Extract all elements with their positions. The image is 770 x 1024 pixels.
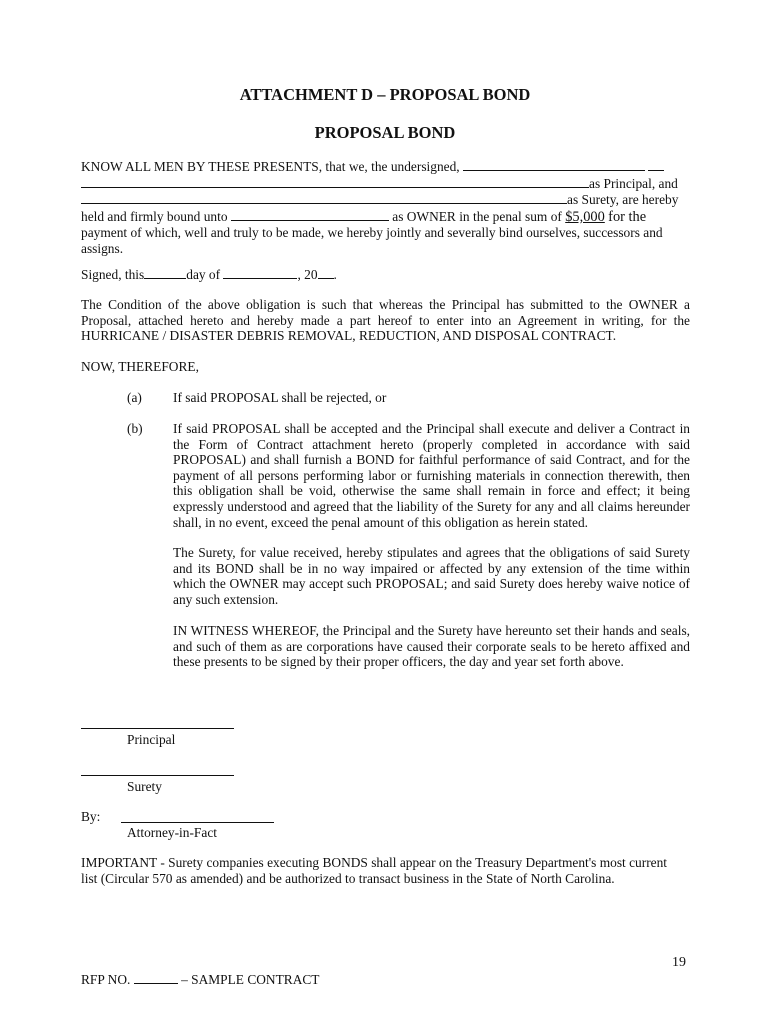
intro-line-2: as Principal, and bbox=[81, 175, 690, 192]
intro-line-4: held and firmly bound unto as OWNER in the penal sum of $5,000 for the bbox=[81, 208, 647, 225]
intro-line-3: as Surety, are hereby bbox=[81, 191, 690, 208]
item-a-text: If said PROPOSAL shall be rejected, or bbox=[173, 390, 387, 405]
surety-signature-line[interactable] bbox=[81, 775, 234, 776]
year-blank[interactable] bbox=[318, 266, 334, 279]
page-number: 19 bbox=[672, 955, 686, 970]
by-label: By: bbox=[81, 809, 101, 824]
condition-paragraph: The Condition of the above obligation is such that whereas the Principal has submitted to the OWNER a Proposal, attached hereto and hereby made a part hereof to enter into an Agreement in writing, for the HURRICANE / DISASTER DEBRIS REMOVAL, REDUCTION, AND DISPOSAL CONTRACT. bbox=[81, 297, 690, 344]
attorney-label: Attorney-in-Fact bbox=[127, 825, 217, 840]
day-blank[interactable] bbox=[144, 266, 186, 279]
principal-signature-line[interactable] bbox=[81, 728, 234, 729]
now-therefore: NOW, THEREFORE, bbox=[81, 359, 199, 374]
owner-blank[interactable] bbox=[231, 208, 389, 221]
surety-paragraph: The Surety, for value received, hereby stipulates and agrees that the obligations of said Surety and its BOND shall be in no way impaired or affected by any extension of the time within which the OWNER may accept such PROPOSAL; and said Surety does hereby waive notice of any such extension. bbox=[173, 545, 690, 607]
principal-label: Principal bbox=[127, 732, 176, 747]
attorney-signature-line[interactable] bbox=[121, 822, 274, 823]
intro-line-6: assigns. bbox=[81, 240, 124, 256]
month-blank[interactable] bbox=[223, 266, 297, 279]
rfp-footer: RFP NO. – SAMPLE CONTRACT bbox=[81, 972, 320, 987]
signed-line: Signed, this day of , 20 . bbox=[81, 267, 337, 282]
item-a-marker: (a) bbox=[127, 390, 142, 405]
undersigned-blank[interactable] bbox=[463, 158, 645, 171]
rfp-number-blank[interactable] bbox=[134, 971, 178, 984]
penal-sum: $5,000 bbox=[565, 208, 605, 225]
intro-line-1: KNOW ALL MEN BY THESE PRESENTS, that we, the undersigned, bbox=[81, 158, 690, 175]
item-b-marker: (b) bbox=[127, 421, 143, 436]
item-b-text: If said PROPOSAL shall be accepted and the Principal shall execute and deliver a Contract in the Form of Contract attachment hereto (properly completed in accordance with said PROPOSAL) and shall furnish a BOND for faithful performance of said Contract, and for the payment of all persons performing labor or furnishing materials in connection therewith, then this obligation shall be void, otherwise the same shall remain in force and effect; it being expressly understood and agreed that the liability of the Surety for any and all claims hereunder shall, in no event, exceed the penal amount of this obligation as herein stated. bbox=[173, 421, 690, 530]
attachment-title: ATTACHMENT D – PROPOSAL BOND bbox=[239, 85, 531, 104]
principal-blank[interactable] bbox=[81, 175, 589, 188]
intro-line-5: payment of which, well and truly to be made, we hereby jointly and severally bind ourselves, successors and bbox=[81, 225, 663, 241]
important-paragraph: IMPORTANT - Surety companies executing BONDS shall appear on the Treasury Department's most current list (Circular 570 as amended) and be authorized to transact business in the State of North Carolina. bbox=[81, 855, 668, 886]
witness-paragraph: IN WITNESS WHEREOF, the Principal and the Surety have hereunto set their hands and seals, and such of them as are corporations have caused their corporate seals to be hereto affixed and these presents to be signed by their proper officers, the day and year set forth above. bbox=[173, 623, 690, 670]
undersigned-blank-end bbox=[648, 158, 664, 171]
surety-label: Surety bbox=[127, 779, 162, 794]
intro-paragraph bbox=[81, 158, 690, 257]
bond-title: PROPOSAL BOND bbox=[314, 123, 456, 142]
surety-blank[interactable] bbox=[81, 191, 567, 204]
